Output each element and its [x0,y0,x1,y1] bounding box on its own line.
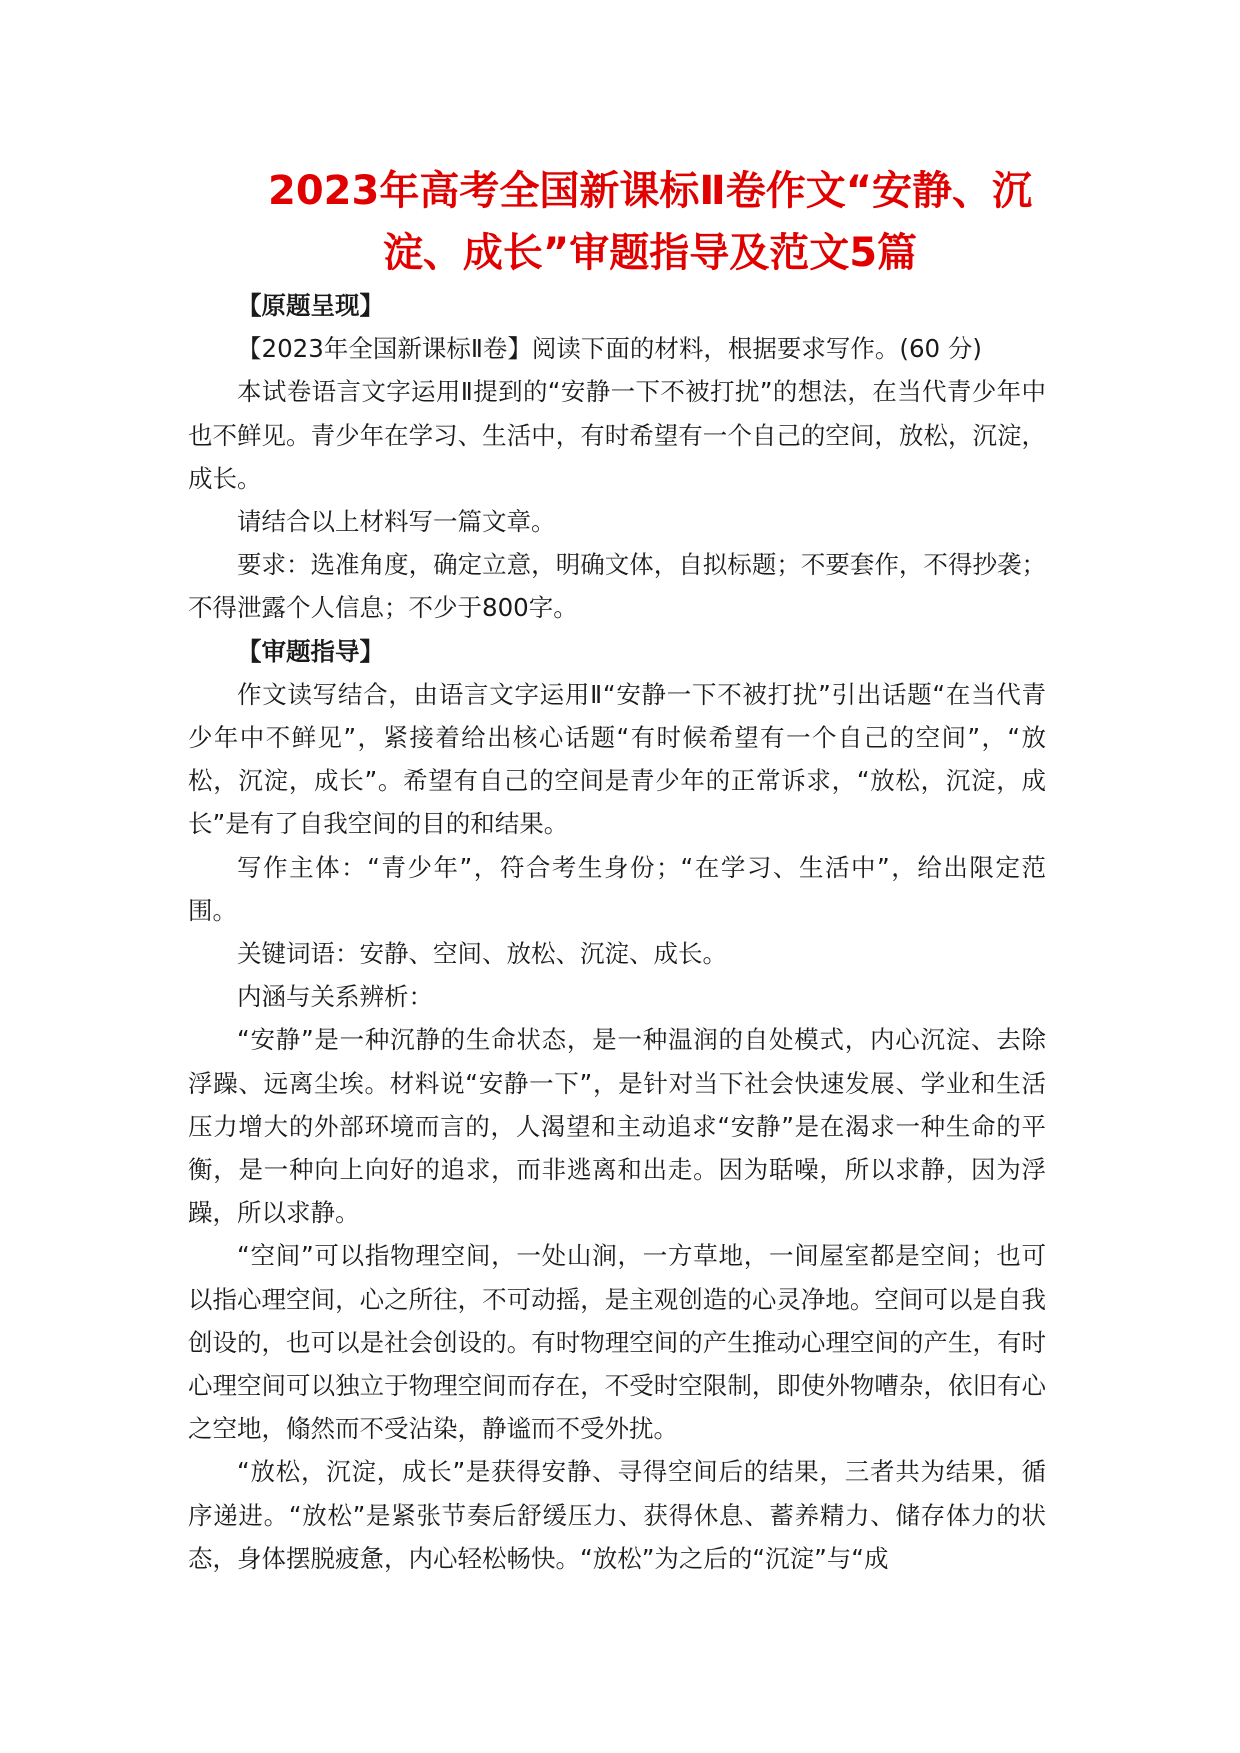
paragraph-requirements: 要求：选准角度，确定立意，明确文体，自拟标题；不要套作，不得抄袭；不得泄露个人信息；不少于800字。 [188,550,1046,623]
document-title: 2023年高考全国新课标Ⅱ卷作文“安静、沉淀、成长”审题指导及范文5篇 [268,168,1032,276]
paragraph-prompt-intro: 【2023年全国新课标Ⅱ卷】阅读下面的材料，根据要求写作。(60 分) [237,334,982,364]
paragraph-analysis-label: 内涵与关系辨析： [237,982,433,1012]
paragraph-instruction: 请结合以上材料写一篇文章。 [237,507,556,537]
section-heading-original: 【原题呈现】 [237,291,384,320]
paragraph-space: “空间”可以指物理空间，一处山涧，一方草地，一间屋室都是空间；也可以指心理空间，心之所往，不可动摇，是主观创造的心灵净地。空间可以是自我创设的，也可以是社会创设的。有时物理空间的产生推动心理空间的产生，有时心理空间可以独立于物理空间而存在，不受时空限制，即使外物嘈杂，依旧有心之空地，翛然而不受沾染，静谧而不受外扰。 [188,1241,1046,1444]
paragraph-quiet: “安静”是一种沉静的生命状态，是一种温润的自处模式，内心沉淀、去除浮躁、远离尘埃。材料说“安静一下”，是针对当下社会快速发展、学业和生活压力增大的外部环境而言的，人渴望和主动追求“安静”是在渴求一种生命的平衡，是一种向上向好的追求，而非逃离和出走。因为聒噪，所以求静，因为浮躁，所以求静。 [188,1025,1046,1228]
paragraph-material: 本试卷语言文字运用Ⅱ提到的“安静一下不被打扰”的想法，在当代青少年中也不鲜见。青少年在学习、生活中，有时希望有一个自己的空间，放松，沉淀，成长。 [188,377,1046,493]
document-body [188,284,1046,1580]
section-heading-guidance: 【审题指导】 [237,636,384,666]
paragraph-relax-settle-grow: “放松，沉淀，成长”是获得安静、寻得空间后的结果，三者共为结果，循序递进。“放松”是紧张节奏后舒缓压力、获得休息、蓄养精力、储存体力的状态，身体摆脱疲惫，内心轻松畅快。“放松”为之后的“沉淀”与“成 [188,1457,1046,1573]
paragraph-guidance-overview: 作文读写结合，由语言文字运用Ⅱ“安静一下不被打扰”引出话题“在当代青少年中不鲜见”，紧接着给出核心话题“有时候希望有一个自己的空间”，“放松，沉淀，成长”。希望有自己的空间是青少年的正常诉求，“放松，沉淀，成长”是有了自我空间的目的和结果。 [188,679,1046,839]
paragraph-keywords: 关键词语：安静、空间、放松、沉淀、成长。 [237,939,727,969]
paragraph-writing-subject: 写作主体：“青少年”，符合考生身份；“在学习、生活中”，给出限定范围。 [188,852,1046,925]
